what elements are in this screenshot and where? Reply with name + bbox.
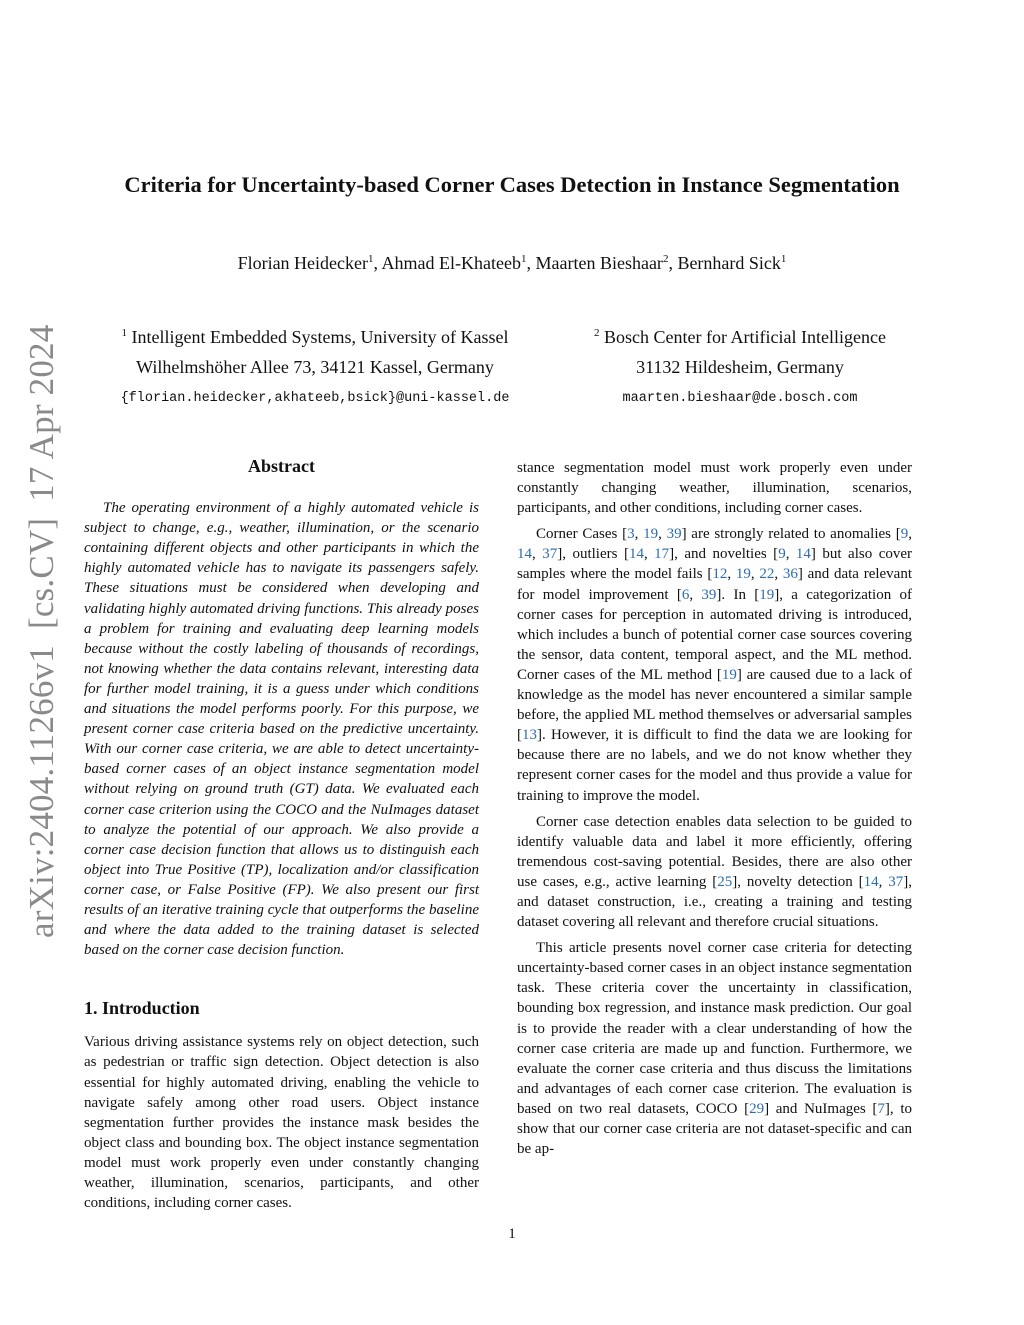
citation-link[interactable]: 29 bbox=[749, 1100, 765, 1117]
citation-link[interactable]: 14 bbox=[795, 546, 811, 563]
author-affiliation-marker: 2 bbox=[662, 253, 669, 265]
citation-link[interactable]: 36 bbox=[782, 566, 798, 583]
citation-link[interactable]: 39 bbox=[666, 526, 682, 543]
page-number: 1 bbox=[508, 1226, 516, 1242]
citation-link[interactable]: 9 bbox=[900, 526, 909, 543]
corner-case-detection-paragraph: Corner case detection enables data selection to be guided to identify valuable data and label it more efficiently, offering tremendous cost-saving potential. Besides, there are also other use cases, e.g., active learning [25], novelty detection [14, 37], and dataset construction, i.e., creating a training and testing dataset covering all relevant and therefore crucial situations. bbox=[517, 813, 913, 931]
citation-link[interactable]: 14 bbox=[863, 873, 879, 890]
author-name: Ahmad El-Khateeb bbox=[381, 253, 521, 273]
affiliation-institution: Intelligent Embedded Systems, University of Kassel bbox=[131, 327, 509, 347]
citation-link[interactable]: 9 bbox=[778, 546, 786, 563]
affiliation-address: 31132 Hildesheim, Germany bbox=[636, 357, 844, 377]
affiliation-address: Wilhelmshöher Allee 73, 34121 Kassel, Germany bbox=[136, 357, 494, 377]
citation-link[interactable]: 3 bbox=[627, 526, 635, 543]
citation-link[interactable]: 6 bbox=[681, 586, 690, 603]
citation-link[interactable]: 14 bbox=[628, 546, 644, 563]
affiliation-marker: 1 bbox=[121, 327, 128, 339]
right-column bbox=[517, 458, 912, 1165]
article-overview-paragraph: This article presents novel corner case criteria for detecting uncertainty-based corner cases in an object instance segmentation task. These criteria cover the uncertainty in classification, bounding box regression, and instance mask prediction. Our goal is to provide the reader with a clear understanding of how the corner case criteria are made up and function. Furthermore, we evaluate the corner case criteria and thus discuss the limitations and advantages of each corner case criterion. The evaluation is based on two real datasets, COCO [29] and NuImages [7], to show that our corner case criteria are not dataset-specific and can be ap- bbox=[517, 940, 912, 1158]
affiliation-email: {florian.heidecker,akhateeb,bsick}@uni-kassel.de bbox=[120, 391, 510, 406]
abstract-body: The operating environment of a highly automated vehicle is subject to change, e.g., weather, illumination, or the scenario containing different objects and other participants in which the highly automated vehicle has to navigate its passengers safely. These situations must be considered when developing and validating highly automated driving functions. This already poses a problem for training and evaluating deep learning models because without the costly labeling of thousands of recordings, not knowing whether the data contains relevant, interesting data for further model training, it is a guess under which conditions and situations the model performs poorly. For this purpose, we present corner case criteria based on the predictive uncertainty. With our corner case criteria, we are able to detect uncertainty-based corner cases of an object instance segmentation model without relying on ground truth (GT) data. We evaluated each corner case criterion using the COCO and the NuImages dataset to analyze the potential of our approach. We also provide a corner case decision function that allows us to distinguish each object into True Positive (TP), localization and/or classification corner case, or False Positive (FP). We also present our first results of an iterative training cycle that outperforms the baseline and where the data added to the training dataset is selected based on the corner case decision function. bbox=[84, 500, 479, 959]
affiliation-institution: Bosch Center for Artificial Intelligence bbox=[604, 327, 886, 347]
citation-link[interactable]: 37 bbox=[542, 546, 558, 563]
arxiv-category: [cs.CV] bbox=[22, 517, 61, 630]
left-column bbox=[84, 456, 479, 1213]
author-affiliation-marker: 1 bbox=[368, 253, 374, 265]
citation-link[interactable]: 22 bbox=[759, 566, 775, 583]
author-name: Bernhard Sick bbox=[677, 253, 781, 273]
introduction-continuation: stance segmentation model must work properly even under constantly changing weather, illumination, scenarios, participants, and other conditions, including corner cases. bbox=[517, 460, 912, 517]
citation-link[interactable]: 19 bbox=[643, 526, 659, 543]
citation-link[interactable]: 19 bbox=[721, 666, 737, 683]
citation-link[interactable]: 19 bbox=[735, 566, 751, 583]
affiliation-marker: 2 bbox=[594, 327, 600, 339]
citation-link[interactable]: 25 bbox=[717, 873, 733, 890]
author-affiliation-marker: 1 bbox=[780, 253, 787, 265]
author-affiliation-marker: 1 bbox=[520, 253, 527, 265]
author-name: Florian Heidecker bbox=[237, 253, 369, 273]
citation-link[interactable]: 17 bbox=[654, 546, 670, 563]
corner-cases-paragraph: Corner Cases [3, 19, 39] are strongly related to anomalies [9, 14, 37], outliers [14, 17], and novelties [9, 14] but also cover samples where the model fails [12, 19, 22, 36] and data relevant for model improvement [6, 39]. In [19], a categorization of corner cases for perception in automated driving is introduced, which includes a bunch of potential corner case sources covering the sensor, data content, temporal aspect, and the ML method. Corner cases of the ML method [19] are caused due to a lack of knowledge as the model has never encountered a similar sample before, the applied ML method themselves or adversarial samples [13]. However, it is difficult to find the data we are looking for because there are no labels, and we do not know whether they represent corner cases for the model and thus provide a value for training to improve the model. bbox=[517, 526, 913, 804]
author-list: Florian Heidecker$^1$, Ahmad El-Khateeb$^1$, Maarten Bieshaar$^2$, Bernhard Sick$^1$ bbox=[237, 253, 787, 273]
introduction-paragraph: Various driving assistance systems rely on object detection, such as pedestrian or traffic sign detection. Object detection is also essential for highly automated driving, enabling the vehicle to navigate safely among other road users. Object instance segmentation further provides the instance mask besides the object class and bounding box. The object instance segmentation model must work properly even under constantly changing weather, illumination, scenarios, participants, and other conditions, including corner cases. bbox=[84, 1034, 479, 1212]
affiliation-1 bbox=[90, 322, 540, 409]
arxiv-date: 17 Apr 2024 bbox=[22, 324, 61, 502]
citation-link[interactable]: 37 bbox=[888, 873, 904, 890]
arxiv-identifier-stamp bbox=[22, 309, 62, 938]
citation-link[interactable]: 39 bbox=[701, 586, 717, 603]
paper-title: Criteria for Uncertainty-based Corner Cases Detection in Instance Segmentation bbox=[124, 172, 900, 197]
introduction-heading: 1. Introduction bbox=[84, 998, 200, 1019]
affiliation-2 bbox=[560, 322, 920, 409]
citation-link[interactable]: 12 bbox=[712, 566, 728, 583]
citation-link[interactable]: 7 bbox=[877, 1100, 885, 1117]
citation-link[interactable]: 13 bbox=[522, 727, 537, 744]
abstract-heading: Abstract bbox=[248, 456, 315, 476]
citation-link[interactable]: 14 bbox=[517, 546, 532, 563]
arxiv-id: arXiv:2404.11266v1 bbox=[22, 645, 61, 938]
citation-link[interactable]: 19 bbox=[759, 586, 775, 603]
author-name: Maarten Bieshaar bbox=[535, 253, 663, 273]
affiliation-email: maarten.bieshaar@de.bosch.com bbox=[622, 391, 858, 406]
